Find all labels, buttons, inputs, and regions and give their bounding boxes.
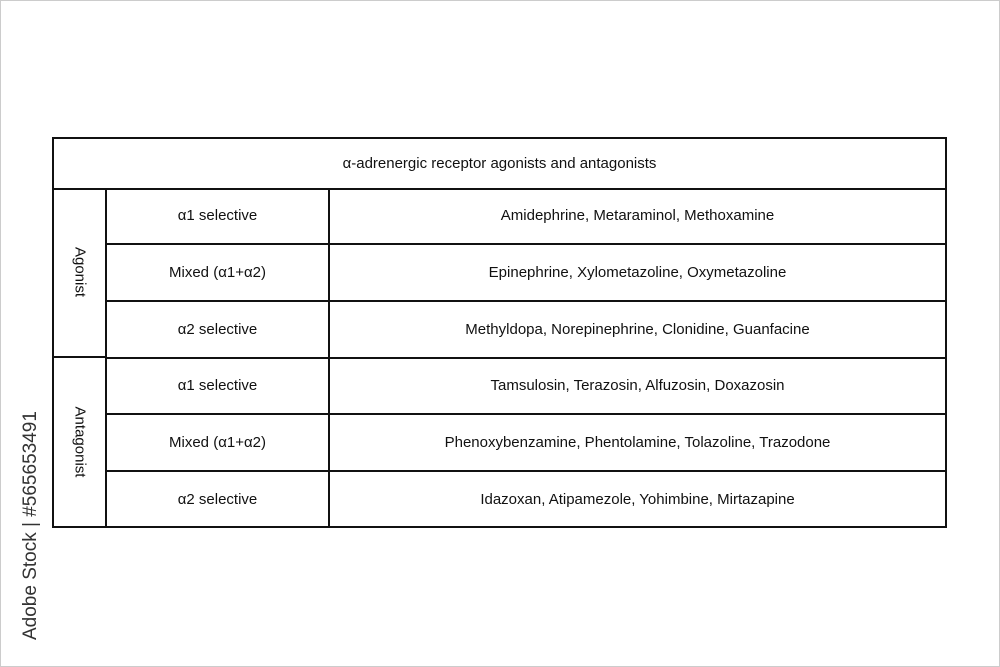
receptor-type: Mixed (α1+α2)	[107, 415, 330, 470]
drug-list: Amidephrine, Metaraminol, Methoxamine	[500, 207, 775, 224]
table-row	[107, 302, 945, 359]
stock-watermark: Adobe Stock | #565653491	[20, 411, 41, 640]
table-row	[107, 415, 945, 472]
table-row	[107, 245, 945, 302]
drug-list: Tamsulosin, Terazosin, Alfuzosin, Doxazosin	[490, 377, 785, 394]
drug-list: Epinephrine, Xylometazoline, Oxymetazoline	[488, 264, 787, 281]
receptor-type: Mixed (α1+α2)	[107, 245, 330, 300]
table-row	[107, 472, 945, 526]
table-title: α-adrenergic receptor agonists and antagonists	[54, 139, 945, 190]
receptor-type: α1 selective	[107, 358, 330, 413]
table-row	[107, 358, 945, 415]
receptor-table	[52, 137, 947, 528]
receptor-type: α2 selective	[107, 302, 330, 357]
drug-list: Idazoxan, Atipamezole, Yohimbine, Mirtazapine	[480, 490, 795, 508]
group-label: Agonist	[71, 246, 88, 298]
drug-list: Methyldopa, Norepinephrine, Clonidine, Guanfacine	[465, 321, 810, 338]
drug-list: Phenoxybenzamine, Phentolamine, Tolazoline, Trazodone	[444, 434, 831, 451]
receptor-type: α2 selective	[107, 472, 330, 526]
receptor-type: α1 selective	[107, 188, 330, 243]
group-agonist	[54, 188, 107, 358]
table-row	[107, 188, 945, 245]
group-label: Antagonist	[71, 406, 88, 478]
group-antagonist	[54, 358, 107, 526]
